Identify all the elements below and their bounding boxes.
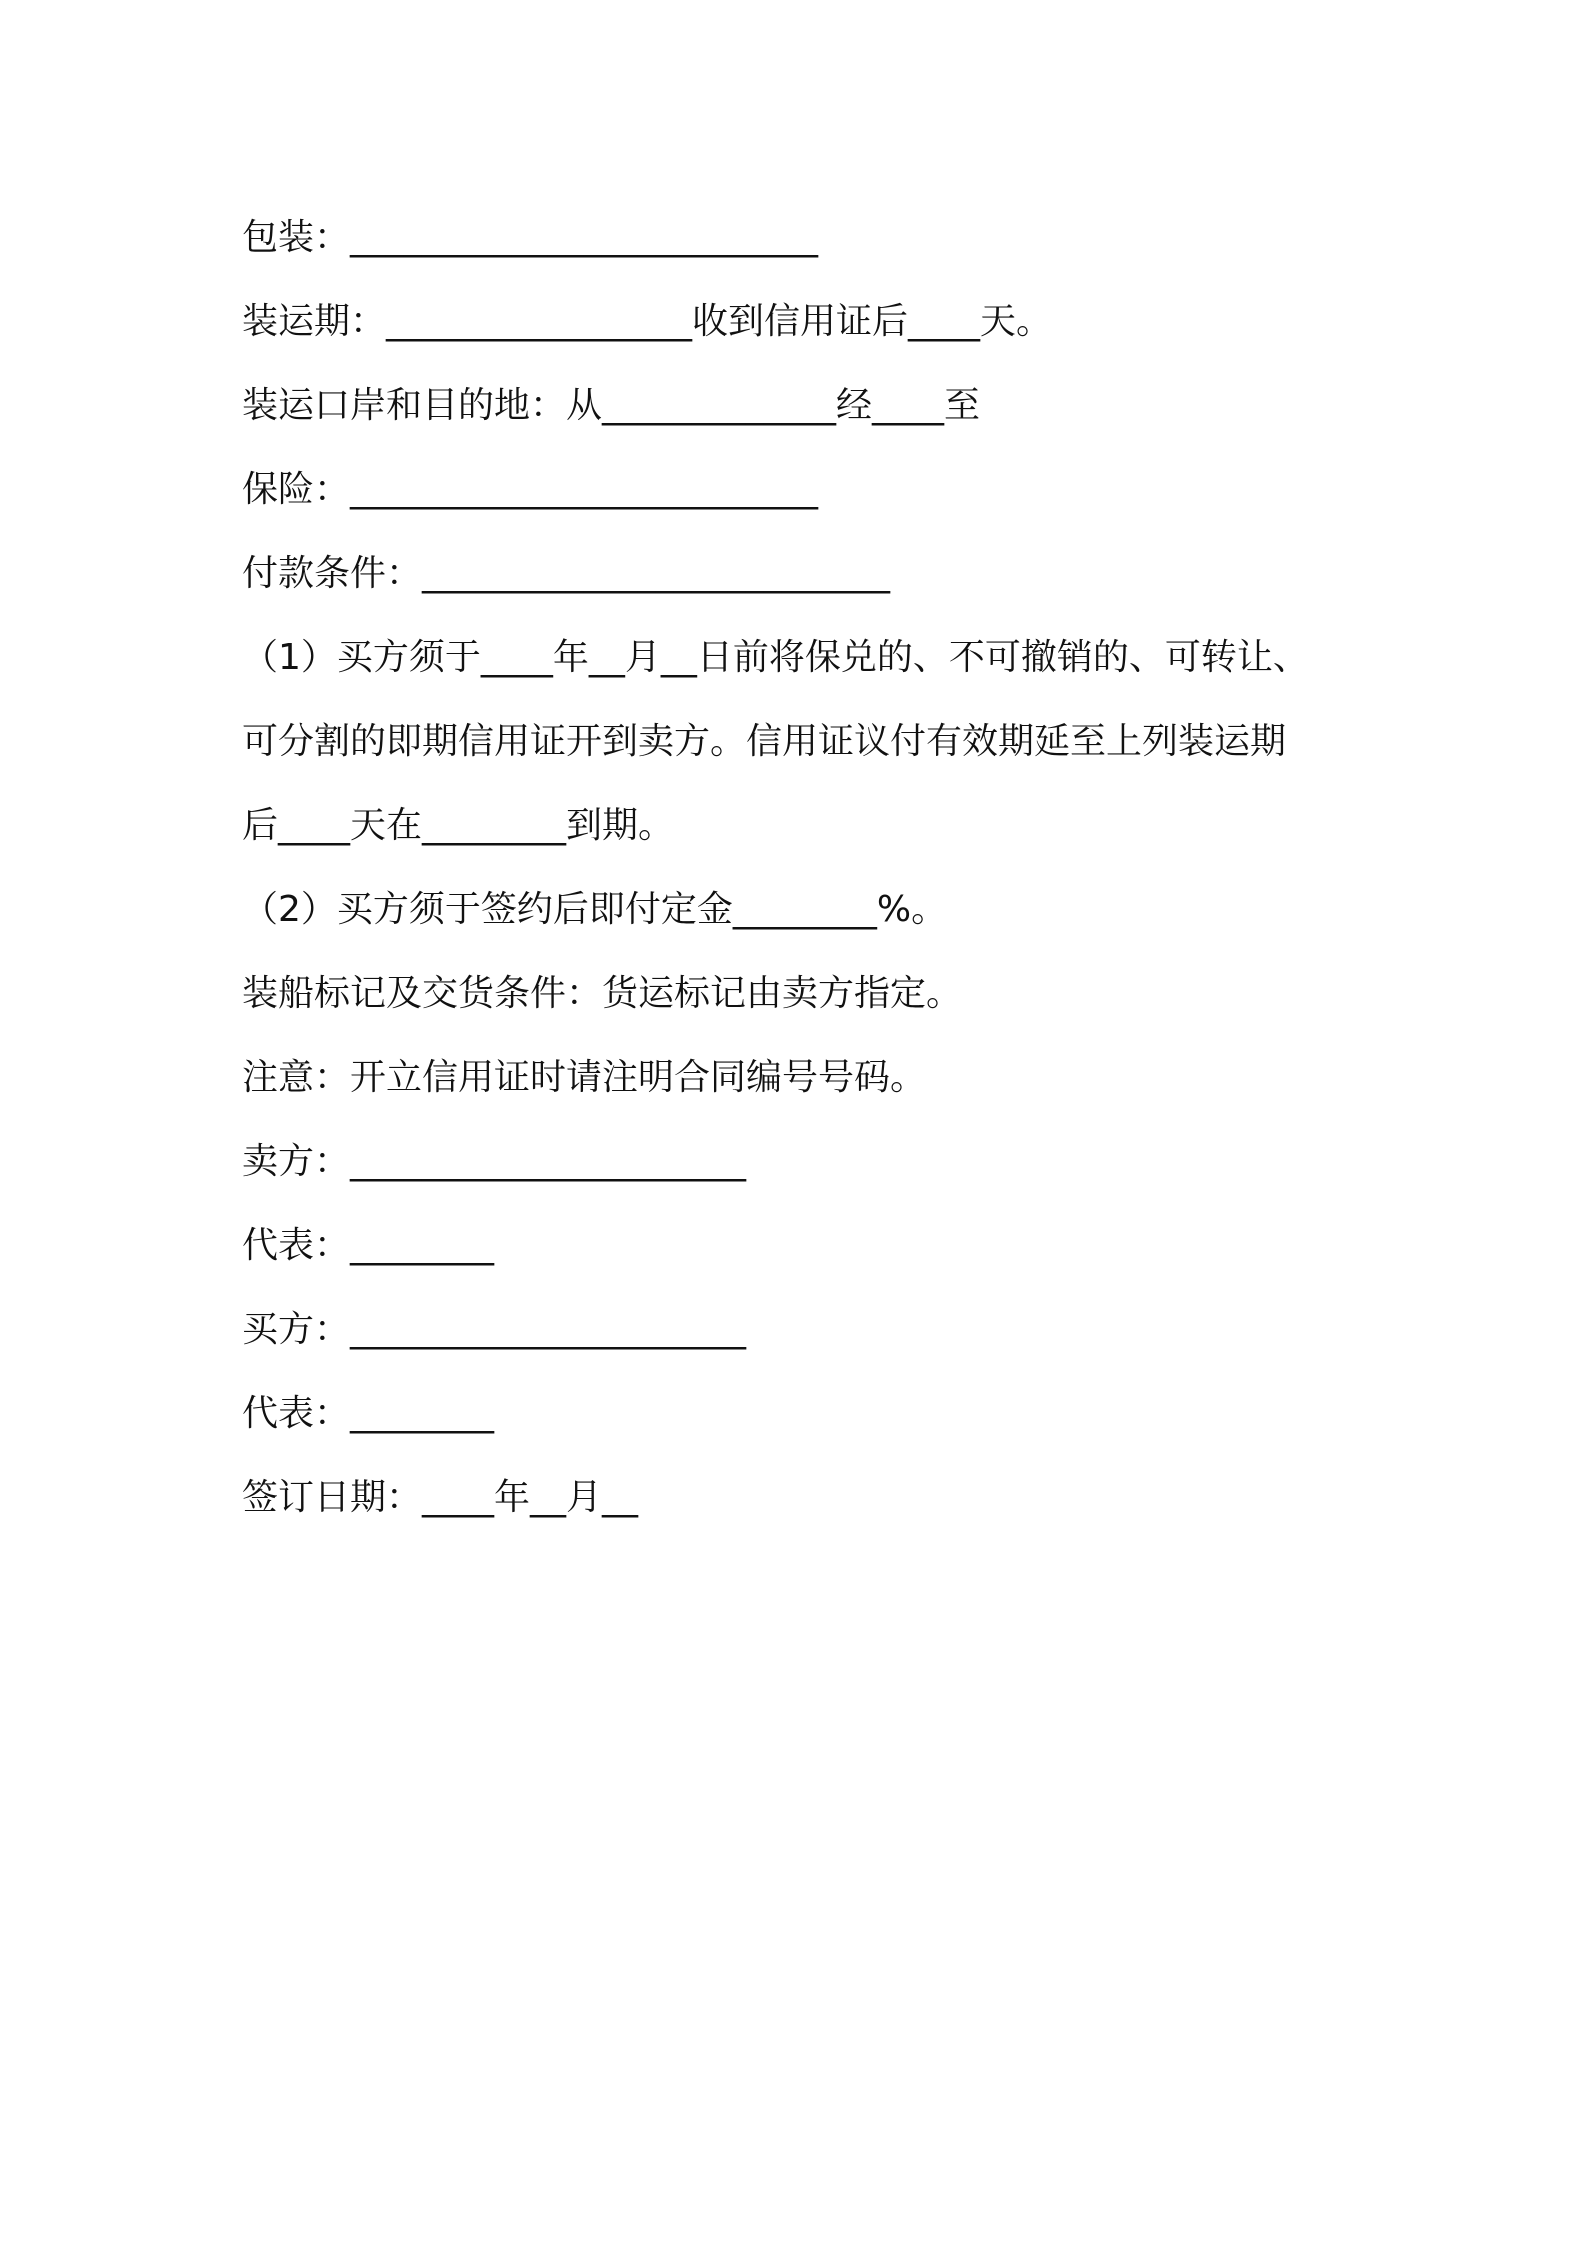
shipping-marks-line: 装船标记及交货条件：货运标记由卖方指定。 xyxy=(242,973,963,1014)
payment-clause-1-line-3: 后____天在________到期。 xyxy=(242,805,675,846)
contract-text-block xyxy=(242,196,1352,1540)
buyer-line: 买方：______________________ xyxy=(242,1309,747,1350)
seller-line: 卖方：______________________ xyxy=(242,1141,747,1182)
notice-line: 注意：开立信用证时请注明合同编号号码。 xyxy=(242,1057,927,1098)
seller-representative-line: 代表：________ xyxy=(242,1225,495,1266)
insurance-line: 保险：__________________________ xyxy=(242,469,819,510)
packing-line: 包装：__________________________ xyxy=(242,217,819,258)
signing-date-line: 签订日期：____年__月__ xyxy=(242,1477,639,1518)
payment-clause-1-line-1: （1）买方须于____年__月__日前将保兑的、不可撤销的、可转让、 xyxy=(242,637,1309,678)
payment-terms-line: 付款条件：__________________________ xyxy=(242,553,891,594)
payment-clause-1-line-2: 可分割的即期信用证开到卖方。信用证议付有效期延至上列装运期 xyxy=(242,721,1287,762)
shipment-period-line: 装运期：_________________收到信用证后____天。 xyxy=(242,301,1053,342)
port-destination-line: 装运口岸和目的地：从_____________经____至 xyxy=(242,385,981,426)
payment-clause-2-line: （2）买方须于签约后即付定金________%。 xyxy=(242,889,948,930)
buyer-representative-line: 代表：________ xyxy=(242,1393,495,1434)
